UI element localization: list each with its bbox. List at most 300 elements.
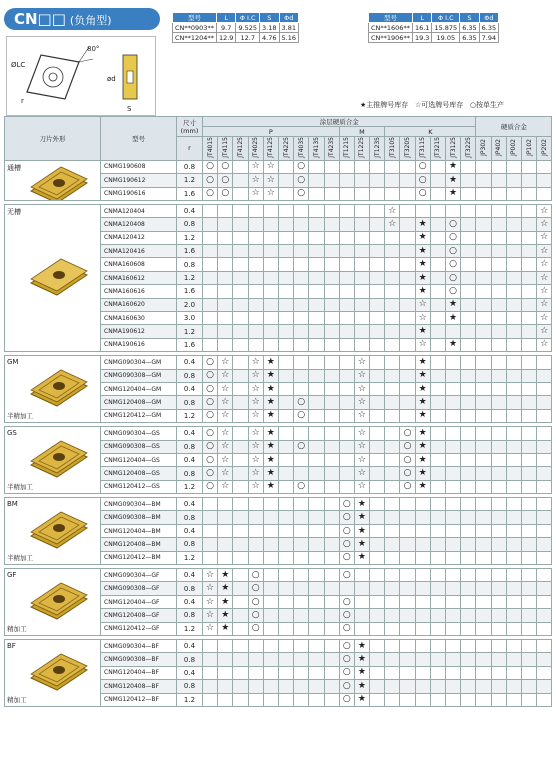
insert-image-wrap: [27, 257, 91, 303]
grade-cell: [522, 285, 537, 298]
star-outline-icon: ☆: [540, 285, 549, 296]
star-outline-icon: ☆: [251, 441, 260, 452]
grade-cell: [324, 666, 339, 679]
order-circle-icon: ○: [206, 370, 215, 381]
grade-cell: [263, 467, 278, 480]
grade-cell: [415, 218, 430, 231]
grade-cell: [446, 653, 461, 666]
grade-cell: [354, 231, 369, 244]
radius-cell: 0.4: [177, 204, 203, 217]
grade-cell: [491, 693, 506, 706]
radius-cell: 0.8: [177, 467, 203, 480]
grade-cell: [294, 231, 309, 244]
grade-cell: [203, 258, 218, 271]
star-filled-icon: ★: [449, 174, 458, 185]
spec-header-cell: S: [460, 13, 479, 23]
grade-cell: [278, 271, 293, 284]
model-cell: CNMG120404—GS: [101, 453, 177, 466]
spec-cell: CN**1204**: [173, 33, 217, 43]
radius-cell: 1.2: [177, 480, 203, 493]
star-filled-icon: ★: [418, 441, 427, 452]
grade-cell: [400, 538, 415, 551]
order-circle-icon: ○: [403, 427, 412, 438]
grade-cell: [263, 680, 278, 693]
grade-cell: [354, 640, 369, 653]
grade-cell: [233, 582, 248, 595]
spec-cell: CN**1606**: [369, 23, 413, 33]
grade-cell: [537, 409, 552, 422]
insert-image: [27, 581, 91, 625]
grade-cell: [309, 640, 324, 653]
star-filled-icon: ★: [357, 640, 366, 651]
star-filled-icon: ★: [221, 596, 230, 607]
col-size-header: [177, 117, 203, 137]
grade-cell: [263, 622, 278, 635]
grade-cell: [491, 524, 506, 537]
grade-cell: [522, 298, 537, 311]
grade-cell: [370, 231, 385, 244]
grade-cell: [278, 551, 293, 564]
grade-cell: [309, 622, 324, 635]
grade-cell: [400, 467, 415, 480]
insert-shape-cell: [5, 160, 101, 200]
star-filled-icon: ★: [357, 694, 366, 705]
grade-cell: [537, 609, 552, 622]
grade-cell: [233, 453, 248, 466]
grade-cell: [522, 551, 537, 564]
grade-cell: [324, 538, 339, 551]
star-outline-icon: ☆: [206, 583, 215, 594]
grade-cell: [203, 312, 218, 325]
order-circle-icon: ○: [251, 583, 260, 594]
grade-cell: [537, 231, 552, 244]
grade-cell: [339, 204, 354, 217]
grade-cell: [415, 609, 430, 622]
grade-cell: [430, 467, 445, 480]
grade-cell: [491, 356, 506, 369]
grade-cell: [476, 285, 491, 298]
grade-cell: [203, 551, 218, 564]
radius-cell: 1.2: [177, 231, 203, 244]
angle-label: 80°: [87, 45, 100, 53]
grade-cell: [248, 498, 263, 511]
grade-cell: [370, 653, 385, 666]
grade-cell: [309, 218, 324, 231]
grade-cell: [233, 569, 248, 582]
grade-cell: [278, 480, 293, 493]
legend-main: ★主推牌号库存: [360, 101, 409, 109]
grade-cell: [446, 498, 461, 511]
grade-cell: [263, 538, 278, 551]
grade-cell: [354, 569, 369, 582]
grade-cell: [263, 440, 278, 453]
grade-cell: [324, 325, 339, 338]
grade-cell: [324, 427, 339, 440]
grade-cell: [278, 338, 293, 351]
radius-cell: 0.4: [177, 569, 203, 582]
grade-cell: [430, 609, 445, 622]
order-circle-icon: ○: [342, 569, 351, 580]
grade-cell: [263, 640, 278, 653]
grade-cell: [385, 174, 400, 187]
grade-cell: [339, 427, 354, 440]
spec-header-cell: 型号: [369, 13, 413, 23]
grade-cell: [203, 396, 218, 409]
grade-cell: [248, 622, 263, 635]
grade-cell: [370, 245, 385, 258]
grade-cell: [370, 467, 385, 480]
grade-cell: [263, 396, 278, 409]
grade-cell: [506, 582, 521, 595]
grade-cell: [430, 538, 445, 551]
table-row: [5, 204, 552, 217]
model-cell: CNMA190616: [101, 338, 177, 351]
grade-cell: [415, 467, 430, 480]
grade-cell: [476, 396, 491, 409]
grade-cell: [430, 409, 445, 422]
grade-cell: [385, 693, 400, 706]
grade-cell: [233, 680, 248, 693]
grade-cell: [506, 609, 521, 622]
grade-cell: [415, 582, 430, 595]
grade-cell: [537, 258, 552, 271]
grade-cell: [370, 356, 385, 369]
order-circle-icon: ○: [206, 356, 215, 367]
grade-cell: [248, 396, 263, 409]
grade-label: JT4025: [252, 137, 260, 158]
grade-cell: [430, 174, 445, 187]
grade-cell: [506, 538, 521, 551]
grade-cell: [339, 622, 354, 635]
grade-cell: [537, 569, 552, 582]
grade-cell: [248, 298, 263, 311]
grade-cell: [415, 409, 430, 422]
grade-cell: [248, 312, 263, 325]
grade-cell: [233, 653, 248, 666]
grade-cell: [203, 653, 218, 666]
grade-cell: [446, 187, 461, 200]
grade-cell: [263, 453, 278, 466]
grade-cell: [339, 160, 354, 173]
grade-cell: [278, 453, 293, 466]
grade-cell: [400, 595, 415, 608]
star-outline-icon: ☆: [418, 299, 427, 310]
group-k-header: K: [385, 127, 476, 137]
grade-cell: [294, 204, 309, 217]
grade-cell: [461, 325, 476, 338]
spec-cell: 15.875: [432, 23, 460, 33]
spec-cell: CN**0903**: [173, 23, 217, 33]
grade-header: [430, 137, 445, 161]
grade-cell: [461, 511, 476, 524]
grade-cell: [263, 498, 278, 511]
grade-cell: [294, 524, 309, 537]
grade-cell: [370, 622, 385, 635]
grade-cell: [522, 609, 537, 622]
grade-cell: [324, 453, 339, 466]
grade-cell: [233, 245, 248, 258]
grade-cell: [370, 524, 385, 537]
grade-cell: [446, 511, 461, 524]
grade-cell: [354, 453, 369, 466]
grade-cell: [430, 218, 445, 231]
grade-cell: [218, 409, 233, 422]
grade-cell: [218, 666, 233, 679]
grade-cell: [476, 511, 491, 524]
grade-cell: [339, 187, 354, 200]
s-label: S: [127, 105, 132, 113]
grade-cell: [491, 187, 506, 200]
order-circle-icon: ○: [206, 161, 215, 172]
grade-cell: [491, 298, 506, 311]
grade-header: [476, 137, 491, 161]
grade-cell: [506, 298, 521, 311]
spec-cell: 6.35: [460, 23, 479, 33]
grade-cell: [522, 693, 537, 706]
grade-cell: [430, 569, 445, 582]
model-cell: CNMA160608: [101, 258, 177, 271]
star-outline-icon: ☆: [221, 397, 230, 408]
grade-cell: [233, 427, 248, 440]
grade-cell: [446, 160, 461, 173]
grade-cell: [354, 271, 369, 284]
order-circle-icon: ○: [297, 161, 306, 172]
grade-cell: [537, 582, 552, 595]
grade-cell: [415, 427, 430, 440]
grade-cell: [446, 453, 461, 466]
grade-cell: [385, 551, 400, 564]
grade-cell: [522, 622, 537, 635]
grade-cell: [339, 480, 354, 493]
order-circle-icon: ○: [206, 441, 215, 452]
insert-image-wrap: [27, 165, 91, 201]
grade-cell: [248, 338, 263, 351]
grade-cell: [446, 524, 461, 537]
grade-cell: [476, 174, 491, 187]
grade-cell: [415, 356, 430, 369]
grade-cell: [430, 245, 445, 258]
grade-cell: [537, 680, 552, 693]
model-cell: CNMG120404—GF: [101, 595, 177, 608]
grade-cell: [446, 218, 461, 231]
grade-cell: [354, 609, 369, 622]
grade-cell: [506, 160, 521, 173]
grade-cell: [370, 271, 385, 284]
star-outline-icon: ☆: [357, 397, 366, 408]
grade-cell: [309, 467, 324, 480]
star-filled-icon: ★: [357, 512, 366, 523]
grade-header: [278, 137, 293, 161]
grade-cell: [203, 666, 218, 679]
grade-cell: [339, 640, 354, 653]
finish-label: 精加工: [7, 625, 27, 633]
grade-cell: [537, 218, 552, 231]
grade-cell: [248, 325, 263, 338]
grade-cell: [446, 666, 461, 679]
grade-cell: [400, 258, 415, 271]
grade-cell: [385, 595, 400, 608]
group-p-header: P: [203, 127, 340, 137]
model-cell: CNMG090304—GS: [101, 427, 177, 440]
order-circle-icon: ○: [418, 188, 427, 199]
grade-cell: [309, 325, 324, 338]
grade-header: [537, 137, 552, 161]
table-row: [5, 160, 552, 173]
grade-cell: [476, 680, 491, 693]
star-filled-icon: ★: [357, 538, 366, 549]
grade-cell: [324, 258, 339, 271]
star-outline-icon: ☆: [221, 454, 230, 465]
grade-cell: [354, 298, 369, 311]
order-circle-icon: ○: [206, 454, 215, 465]
grade-cell: [370, 551, 385, 564]
order-circle-icon: ○: [297, 481, 306, 492]
grade-cell: [476, 338, 491, 351]
grade-cell: [370, 285, 385, 298]
finish-label: 精加工: [7, 695, 27, 704]
star-filled-icon: ★: [418, 370, 427, 381]
grade-cell: [339, 524, 354, 537]
star-outline-icon: ☆: [418, 312, 427, 323]
r-header: r: [177, 137, 203, 161]
radius-cell: 0.4: [177, 595, 203, 608]
grade-cell: [446, 369, 461, 382]
grade-cell: [491, 396, 506, 409]
grade-cell: [522, 396, 537, 409]
grade-cell: [415, 511, 430, 524]
star-outline-icon: ☆: [388, 205, 397, 216]
star-filled-icon: ★: [357, 680, 366, 691]
grade-cell: [491, 338, 506, 351]
grade-cell: [218, 298, 233, 311]
grade-cell: [400, 640, 415, 653]
grade-cell: [430, 187, 445, 200]
grade-cell: [324, 480, 339, 493]
grade-cell: [537, 204, 552, 217]
grade-cell: [537, 271, 552, 284]
grade-cell: [370, 312, 385, 325]
grade-cell: [324, 680, 339, 693]
star-outline-icon: ☆: [266, 188, 275, 199]
grade-cell: [491, 511, 506, 524]
grade-cell: [339, 666, 354, 679]
grade-cell: [415, 325, 430, 338]
grade-cell: [324, 369, 339, 382]
star-outline-icon: ☆: [206, 596, 215, 607]
star-outline-icon: ☆: [540, 259, 549, 270]
grade-cell: [248, 174, 263, 187]
group-m-header: M: [339, 127, 385, 137]
radius-cell: 0.4: [177, 666, 203, 679]
grade-cell: [233, 511, 248, 524]
grade-cell: [294, 356, 309, 369]
insert-shape-cell: [5, 204, 101, 351]
model-cell: CNMG090308—GM: [101, 369, 177, 382]
grade-cell: [400, 551, 415, 564]
grade-cell: [248, 382, 263, 395]
grade-cell: [233, 467, 248, 480]
grade-cell: [491, 653, 506, 666]
grade-cell: [203, 427, 218, 440]
grade-cell: [430, 498, 445, 511]
grade-cell: [278, 640, 293, 653]
grade-label: JT1225: [358, 137, 366, 158]
grade-cell: [218, 245, 233, 258]
table-row: [5, 356, 552, 369]
star-filled-icon: ★: [418, 410, 427, 421]
grade-cell: [354, 174, 369, 187]
grade-cell: [491, 427, 506, 440]
grade-cell: [476, 271, 491, 284]
grade-cell: [506, 409, 521, 422]
grade-cell: [491, 160, 506, 173]
star-filled-icon: ★: [449, 339, 458, 350]
grade-cell: [506, 569, 521, 582]
legend-available: ☆可选牌号库存: [414, 101, 464, 109]
spec-header-cell: L: [412, 13, 431, 23]
grade-cell: [461, 595, 476, 608]
radius-cell: 1.2: [177, 551, 203, 564]
grade-cell: [461, 427, 476, 440]
grade-cell: [203, 498, 218, 511]
grade-cell: [339, 369, 354, 382]
grade-cell: [522, 524, 537, 537]
grade-cell: [461, 524, 476, 537]
star-outline-icon: ☆: [206, 609, 215, 620]
star-filled-icon: ★: [418, 218, 427, 229]
grade-cell: [370, 680, 385, 693]
grade-cell: [461, 409, 476, 422]
grade-cell: [233, 640, 248, 653]
grade-cell: [294, 298, 309, 311]
grade-cell: [476, 258, 491, 271]
grade-cell: [309, 187, 324, 200]
grade-cell: [218, 511, 233, 524]
grade-cell: [522, 187, 537, 200]
grade-cell: [218, 551, 233, 564]
grade-cell: [491, 369, 506, 382]
model-cell: CNMG120408—GF: [101, 609, 177, 622]
star-filled-icon: ★: [449, 299, 458, 310]
grade-cell: [354, 312, 369, 325]
grade-cell: [309, 498, 324, 511]
star-outline-icon: ☆: [540, 245, 549, 256]
grade-cell: [324, 409, 339, 422]
grade-cell: [461, 453, 476, 466]
grade-cell: [248, 666, 263, 679]
model-cell: CNMG120408—BF: [101, 680, 177, 693]
grade-cell: [537, 524, 552, 537]
grade-cell: [461, 174, 476, 187]
grade-cell: [522, 640, 537, 653]
grade-cell: [233, 551, 248, 564]
grade-cell: [491, 453, 506, 466]
spec-cell: 12.7: [236, 33, 260, 43]
grade-cell: [339, 595, 354, 608]
radius-cell: 0.8: [177, 369, 203, 382]
grade-cell: [324, 382, 339, 395]
grade-cell: [461, 666, 476, 679]
grade-cell: [385, 187, 400, 200]
grade-cell: [278, 160, 293, 173]
grade-cell: [354, 285, 369, 298]
grade-cell: [218, 524, 233, 537]
star-outline-icon: ☆: [540, 339, 549, 350]
grade-cell: [233, 538, 248, 551]
grade-cell: [203, 582, 218, 595]
grade-cell: [233, 285, 248, 298]
grade-cell: [203, 160, 218, 173]
